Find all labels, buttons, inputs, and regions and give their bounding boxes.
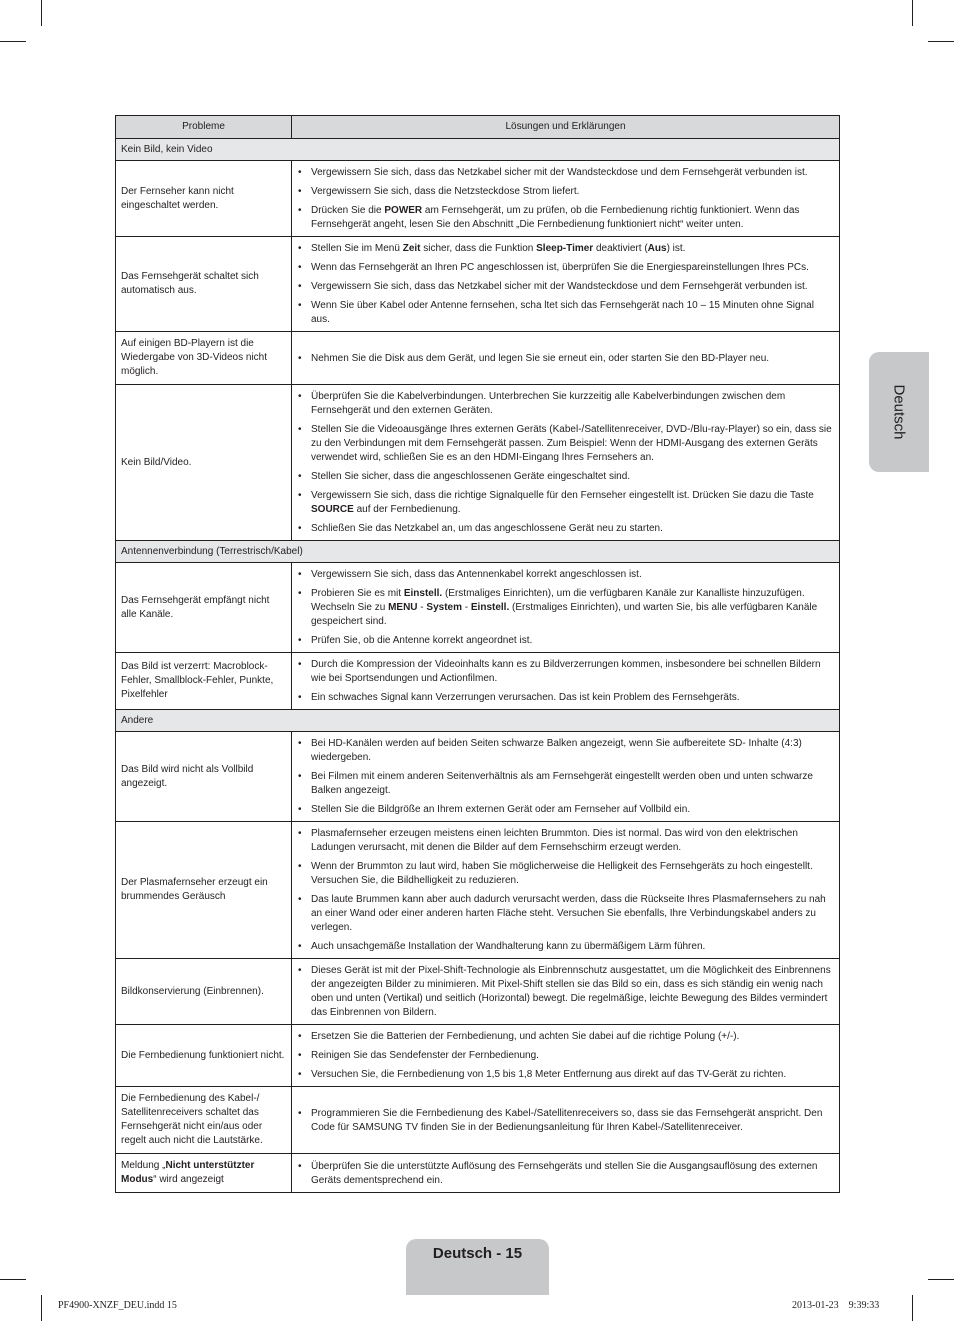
table-row: [116, 822, 840, 959]
problem-cell: Die Fernbedienung des Kabel-/ Satellitenreceivers schaltet das Fernsehgerät nicht ein/aus oder regelt auch nicht die Lautstärke.: [116, 1087, 292, 1154]
solutions-list: [296, 352, 835, 366]
solution-item: [296, 185, 835, 199]
solutions-cell: [292, 1154, 840, 1193]
solutions-list: [296, 568, 835, 648]
solutions-cell: [292, 822, 840, 959]
crop-mark: [912, 1295, 913, 1321]
solutions-cell: [292, 161, 840, 237]
solutions-list: [296, 658, 835, 705]
text-run: Stellen Sie die Videoausgänge Ihres externen Geräts (Kabel-/Satellitenreceiver, DVD-/Blu-ray-Player) so ein, dass sie zu den Verbindungen mit dem Fernsehgerät passen. Zum Beispiel: Wenn der HDMI-Ausgang des externen Geräts verwendet wird, schließen Sie es an den HDMI-Eingang Ihres Fernsehers an.: [311, 424, 832, 463]
section-title: Kein Bild, kein Video: [116, 139, 840, 161]
footer-timestamp: 2013-01-23 9:39:33: [792, 1300, 880, 1311]
solutions-cell: [292, 1087, 840, 1154]
solution-item: [296, 770, 835, 798]
emphasized-term: Einstell.: [470, 602, 510, 613]
text-run: Meldung „: [121, 1160, 166, 1171]
text-run: Überprüfen Sie die Kabelverbindungen. Unterbrechen Sie kurzzeitig alle Kabelverbindungen zwischen dem Fernsehgerät und den externen Geräten.: [311, 391, 786, 416]
section-title: Antennenverbindung (Terrestrisch/Kabel): [116, 541, 840, 563]
solution-item: [296, 352, 835, 366]
solutions-list: [296, 166, 835, 232]
solution-item: [296, 658, 835, 686]
problem-cell: Auf einigen BD-Playern ist die Wiedergabe von 3D-Videos nicht möglich.: [116, 332, 292, 385]
solutions-list: [296, 1160, 835, 1188]
text-run: “ wird angezeigt: [153, 1174, 224, 1185]
table-row: [116, 653, 840, 710]
page-number-label: Deutsch - 15: [432, 1245, 523, 1262]
text-run: Vergewissern Sie sich, dass die Netzsteckdose Strom liefert.: [311, 186, 580, 197]
text-run: Vergewissern Sie sich, dass das Antennenkabel korrekt angeschlossen ist.: [311, 569, 642, 580]
footer-file-info: PF4900-XNZF_DEU.indd 15: [58, 1300, 177, 1311]
section-row: [116, 541, 840, 563]
solution-item: [296, 1030, 835, 1044]
column-header-problems: Probleme: [116, 116, 292, 139]
text-run: Wenn Sie über Kabel oder Antenne fernsehen, scha ltet sich das Fernsehgerät nach 10 – 15 Minuten ohne Signal aus.: [311, 300, 814, 325]
solution-item: [296, 587, 835, 629]
solutions-list: [296, 827, 835, 954]
solution-item: [296, 261, 835, 275]
crop-mark: [0, 1279, 26, 1280]
text-run: (Erstmaliges Einrichten), und warten Sie, bis alle verfügbaren Kanäle gespeichert sind.: [311, 602, 818, 627]
solutions-list: [296, 242, 835, 327]
solution-item: [296, 893, 835, 935]
solution-item: [296, 691, 835, 705]
text-run: Versuchen Sie, die Fernbedienung von 1,5 bis 1,8 Meter Entfernung aus direkt auf das TV-Gerät zu richten.: [311, 1069, 787, 1080]
solution-item: [296, 860, 835, 888]
solutions-cell: [292, 732, 840, 822]
problem-cell: Kein Bild/Video.: [116, 385, 292, 541]
problem-cell: Der Plasmafernseher erzeugt ein brummendes Geräusch: [116, 822, 292, 959]
emphasized-term: POWER: [384, 205, 423, 216]
table-body: [116, 139, 840, 1193]
problem-cell: [116, 1154, 292, 1193]
table-row: [116, 385, 840, 541]
solution-item: [296, 634, 835, 648]
text-run: Überprüfen Sie die unterstützte Auflösung des Fernsehgeräts und stellen Sie die Ausgangsauflösung des externen Geräts dementsprechend ein.: [311, 1160, 818, 1186]
solution-item: [296, 964, 835, 1020]
emphasized-term: SOURCE: [311, 504, 354, 515]
crop-mark: [41, 1295, 42, 1321]
text-run: Dieses Gerät ist mit der Pixel-Shift-Technologie als Einbrennschutz ausgestattet, um die Möglichkeit des Einbrennens der angezeigten Bilder zu minimieren. Mit Pixel-Shift stellen sie das Bild so ein, dass es sich ständig ein wenig nach oben und unten (Vertikal) und seitlich (Horizontal) bewegt. Die regelmäßige, leichte Bewegung des Bildes vermindert das Einbrennen von Bildern.: [311, 965, 831, 1018]
column-header-solutions: Lösungen und Erklärungen: [292, 116, 840, 139]
table-row: [116, 1025, 840, 1087]
text-run: Prüfen Sie, ob die Antenne korrekt angeordnet ist.: [311, 635, 533, 646]
text-run: Wenn der Brummton zu laut wird, haben Sie möglicherweise die Helligkeit des Fernsehgeräts zu hoch eingestellt. Versuchen Sie, die Bildhelligkeit zu reduzieren.: [311, 861, 813, 886]
text-run: ) ist.: [666, 243, 686, 254]
text-run: sicher, dass die Funktion: [420, 243, 537, 254]
crop-mark: [912, 0, 913, 26]
solution-item: [296, 1068, 835, 1082]
text-run: Auch unsachgemäße Installation der Wandhalterung kann zu übermäßigem Lärm führen.: [311, 941, 706, 952]
solution-item: [296, 166, 835, 180]
solutions-list: [296, 964, 835, 1020]
text-run: Ersetzen Sie die Batterien der Fernbedienung, und achten Sie dabei auf die richtige Polung (+/-).: [311, 1031, 740, 1042]
text-run: Wenn das Fernsehgerät an Ihren PC angeschlossen ist, überprüfen Sie die Energiespareinstellungen Ihres PCs.: [311, 262, 809, 273]
emphasized-term: Zeit: [402, 243, 421, 254]
text-run: am Fernsehgerät, um zu prüfen, ob die Fernbedienung richtig funktioniert. Wenn das Fernsehgerät angeht, lesen Sie den Abschnitt „Die Fernbedienung funktioniert nicht“ weiter unten.: [311, 205, 800, 230]
solution-item: [296, 737, 835, 765]
emphasized-term: Sleep-Timer: [536, 243, 594, 254]
text-run: Stellen Sie die Bildgröße an Ihrem externen Gerät oder am Fernseher auf Vollbild ein.: [311, 804, 691, 815]
text-run: Stellen Sie sicher, dass die angeschlossenen Geräte eingeschaltet sind.: [311, 471, 631, 482]
emphasized-term: System: [426, 602, 462, 613]
table-row: [116, 237, 840, 332]
problem-cell: Das Fernsehgerät schaltet sich automatisch aus.: [116, 237, 292, 332]
solution-item: [296, 803, 835, 817]
emphasized-term: Nicht unterstützter Modus: [121, 1160, 255, 1185]
text-run: Durch die Kompression der Videoinhalts kann es zu Bildverzerrungen kommen, insbesondere bei schnellen Bildern wie bei Sportsendungen und Actionfilmen.: [311, 659, 821, 684]
solution-item: [296, 299, 835, 327]
text-run: Bei Filmen mit einem anderen Seitenverhältnis als am Fernsehgerät eingestellt werden oben und unten schwarze Balken angezeigt.: [311, 771, 813, 796]
problem-cell: Das Fernsehgerät empfängt nicht alle Kanäle.: [116, 563, 292, 653]
emphasized-term: Einstell.: [403, 588, 443, 599]
solution-item: [296, 568, 835, 582]
table-row: [116, 959, 840, 1025]
language-side-tab-label: Deutsch: [890, 384, 908, 440]
solutions-list: [296, 1107, 835, 1135]
solutions-cell: [292, 959, 840, 1025]
text-run: Drücken Sie die: [311, 205, 385, 216]
solutions-list: [296, 390, 835, 536]
text-run: Nehmen Sie die Disk aus dem Gerät, und legen Sie sie erneut ein, oder starten Sie den BD-Player neu.: [311, 352, 770, 364]
problem-cell: Der Fernseher kann nicht eingeschaltet werden.: [116, 161, 292, 237]
solutions-list: [296, 1030, 835, 1082]
solution-item: [296, 1107, 835, 1135]
problem-cell: Die Fernbedienung funktioniert nicht.: [116, 1025, 292, 1087]
text-run: -: [417, 602, 427, 613]
solutions-cell: [292, 653, 840, 710]
solutions-list: [296, 737, 835, 817]
text-run: Vergewissern Sie sich, dass das Netzkabel sicher mit der Wandsteckdose und dem Fernsehgerät verbunden ist.: [311, 281, 808, 292]
solution-item: [296, 489, 835, 517]
solution-item: [296, 827, 835, 855]
table-row: [116, 732, 840, 822]
text-run: Programmieren Sie die Fernbedienung des Kabel-/Satellitenreceivers so, dass sie das Fernsehgerät anspricht. Den Code für SAMSUNG TV finden Sie in der Bedienungsanleitung für Ihren Kabel-/Satellitenreceiver.: [311, 1107, 823, 1133]
text-run: Plasmafernseher erzeugen meistens einen leichten Brummton. Dies ist normal. Das wird von den elektrischen Ladungen verursacht, mit denen die Bilder auf dem Fernsehschirm erzeugt werden.: [311, 828, 798, 853]
emphasized-term: MENU: [388, 602, 418, 613]
solutions-cell: [292, 563, 840, 653]
solution-item: [296, 204, 835, 232]
table-row: [116, 1154, 840, 1193]
solution-item: [296, 940, 835, 954]
text-run: -: [462, 602, 471, 613]
solutions-cell: [292, 1025, 840, 1087]
text-run: Vergewissern Sie sich, dass das Netzkabel sicher mit der Wandsteckdose und dem Fernsehgerät verbunden ist.: [311, 167, 808, 178]
solutions-cell: [292, 385, 840, 541]
crop-mark: [0, 41, 26, 42]
section-title: Andere: [116, 710, 840, 732]
problem-cell: Bildkonservierung (Einbrennen).: [116, 959, 292, 1025]
crop-mark: [928, 1279, 954, 1280]
solution-item: [296, 390, 835, 418]
problem-cell: Das Bild ist verzerrt: Macroblock-Fehler, Smallblock-Fehler, Punkte, Pixelfehler: [116, 653, 292, 710]
emphasized-term: Aus: [647, 243, 667, 254]
table-row: [116, 332, 840, 385]
solution-item: [296, 522, 835, 536]
text-run: Stellen Sie im Menü: [311, 243, 403, 254]
solution-item: [296, 470, 835, 484]
text-run: Schließen Sie das Netzkabel an, um das angeschlossene Gerät neu zu starten.: [311, 523, 663, 534]
solution-item: [296, 280, 835, 294]
solution-item: [296, 242, 835, 256]
solution-item: [296, 1160, 835, 1188]
section-row: [116, 139, 840, 161]
text-run: Vergewissern Sie sich, dass die richtige Signalquelle für den Fernseher eingestellt ist. Drücken Sie dazu die Taste: [311, 490, 814, 501]
problem-cell: Das Bild wird nicht als Vollbild angezeigt.: [116, 732, 292, 822]
table-row: [116, 563, 840, 653]
table-row: [116, 1087, 840, 1154]
text-run: (Erstmaliges Einrichten), um die verfügbaren Kanäle zur Kanalliste hinzuzufügen. Wechseln Sie zu: [311, 588, 805, 613]
solutions-cell: [292, 237, 840, 332]
text-run: Das laute Brummen kann aber auch dadurch verursacht werden, dass die Rückseite Ihres Plasmafernsehers zu nah an einer Wand oder einer anderen harten Fläche steht. Versuchen Sie ebenfalls, Ihre Verbindungskabel anders zu verlegen.: [311, 894, 826, 933]
solution-item: [296, 1049, 835, 1063]
solutions-cell: [292, 332, 840, 385]
text-run: deaktiviert (: [593, 243, 648, 254]
language-side-tab: [869, 352, 929, 472]
text-run: Reinigen Sie das Sendefenster der Fernbedienung.: [311, 1050, 539, 1061]
crop-mark: [41, 0, 42, 26]
solution-item: [296, 423, 835, 465]
section-row: [116, 710, 840, 732]
text-run: auf der Fernbedienung.: [353, 504, 461, 515]
text-run: Bei HD-Kanälen werden auf beiden Seiten schwarze Balken angezeigt, wenn Sie aufbereitete SD- Inhalte (4:3) wiedergeben.: [311, 738, 802, 763]
text-run: Ein schwaches Signal kann Verzerrungen verursachen. Das ist kein Problem des Fernsehgeräts.: [311, 692, 740, 703]
crop-mark: [928, 41, 954, 42]
table-row: [116, 161, 840, 237]
text-run: Probieren Sie es mit: [311, 588, 404, 599]
troubleshooting-table: [115, 115, 840, 1193]
page-number-tab: [406, 1239, 549, 1295]
